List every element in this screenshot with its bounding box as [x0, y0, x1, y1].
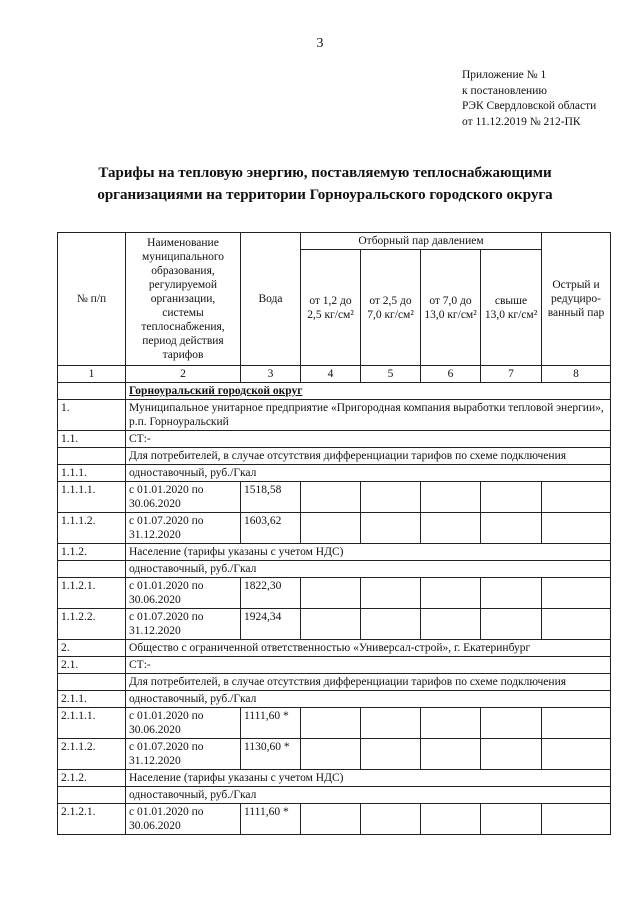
table-row: [58, 400, 611, 431]
title-line: Тарифы на тепловую энергию, поставляемую теплоснабжающими: [98, 165, 552, 181]
row-description: Муниципальное унитарное предприятие «Пригородная компания выработки тепловой энергии», р.п. Горноуральский: [126, 400, 611, 431]
empty-tariff-cell: [481, 708, 542, 739]
column-number: 6: [421, 366, 481, 383]
row-description: с 01.01.2020 по 30.06.2020: [126, 578, 241, 609]
row-number: 1.1.2.1.: [58, 578, 126, 609]
empty-tariff-cell: [481, 513, 542, 544]
empty-tariff-cell: [542, 482, 611, 513]
row-number: 2.1.: [58, 657, 126, 674]
empty-tariff-cell: [421, 609, 481, 640]
row-number: 2.: [58, 640, 126, 657]
row-description: Для потребителей, в случае отсутствия дифференциации тарифов по схеме подключения: [126, 448, 611, 465]
empty-tariff-cell: [421, 804, 481, 835]
empty-tariff-cell: [481, 804, 542, 835]
column-number: 2: [126, 366, 241, 383]
column-number: 4: [301, 366, 361, 383]
table-row: [58, 513, 611, 544]
empty-tariff-cell: [481, 739, 542, 770]
row-description: с 01.01.2020 по 30.06.2020: [126, 708, 241, 739]
empty-tariff-cell: [361, 578, 421, 609]
water-tariff-value: 1518,58: [241, 482, 301, 513]
table-row: [58, 609, 611, 640]
tariffs-table: [57, 232, 611, 835]
header-steam-group: Отборный пар давлением: [301, 233, 542, 250]
empty-tariff-cell: [361, 513, 421, 544]
row-number: [58, 674, 126, 691]
row-number: 1.: [58, 400, 126, 431]
water-tariff-value: 1130,60 *: [241, 739, 301, 770]
row-number: 1.1.1.2.: [58, 513, 126, 544]
row-description: Общество с ограниченной ответственностью «Универсал-строй», г. Екатеринбург: [126, 640, 611, 657]
row-number: 1.1.1.: [58, 465, 126, 482]
appendix-line: к постановлению: [462, 84, 547, 97]
empty-tariff-cell: [481, 482, 542, 513]
water-tariff-value: 1924,34: [241, 609, 301, 640]
empty-tariff-cell: [361, 708, 421, 739]
row-number: 2.1.1.: [58, 691, 126, 708]
page-number: 3: [316, 36, 324, 51]
row-description: одноставочный, руб./Гкал: [126, 561, 611, 578]
empty-tariff-cell: [481, 609, 542, 640]
document-title: [60, 162, 590, 206]
empty-tariff-cell: [301, 578, 361, 609]
table-row: [58, 787, 611, 804]
header-pressure-3: от 7,0 до 13,0 кг/см²: [421, 250, 481, 366]
empty-tariff-cell: [421, 708, 481, 739]
empty-tariff-cell: [301, 739, 361, 770]
row-number: [58, 561, 126, 578]
row-number: 1.1.2.: [58, 544, 126, 561]
table-row: [58, 708, 611, 739]
header-water: Вода: [241, 233, 301, 366]
row-number: 2.1.1.1.: [58, 708, 126, 739]
row-description: Население (тарифы указаны с учетом НДС): [126, 544, 611, 561]
empty-tariff-cell: [361, 609, 421, 640]
row-description: одноставочный, руб./Гкал: [126, 787, 611, 804]
empty-tariff-cell: [542, 578, 611, 609]
section-row: [58, 383, 611, 400]
table-row: [58, 657, 611, 674]
column-number: 1: [58, 366, 126, 383]
table-row: [58, 431, 611, 448]
header-pressure-4: свыше 13,0 кг/см²: [481, 250, 542, 366]
header-pressure-2: от 2,5 до 7,0 кг/см²: [361, 250, 421, 366]
appendix-line: от 11.12.2019 № 212-ПК: [462, 115, 581, 128]
row-number: 1.1.1.1.: [58, 482, 126, 513]
empty-tariff-cell: [421, 513, 481, 544]
empty-tariff-cell: [542, 804, 611, 835]
row-description: с 01.07.2020 по 31.12.2020: [126, 609, 241, 640]
appendix-line: РЭК Свердловской области: [462, 100, 597, 112]
appendix-line: Приложение № 1: [462, 69, 547, 81]
row-description: СТ:-: [126, 657, 611, 674]
table-row: [58, 691, 611, 708]
row-description: СТ:-: [126, 431, 611, 448]
table-row: [58, 739, 611, 770]
row-number: 2.1.2.: [58, 770, 126, 787]
table-row: [58, 640, 611, 657]
empty-tariff-cell: [301, 513, 361, 544]
table-row: [58, 465, 611, 482]
row-number: 1.1.: [58, 431, 126, 448]
empty-tariff-cell: [542, 609, 611, 640]
header-num: № п/п: [58, 233, 126, 366]
column-number: 3: [241, 366, 301, 383]
row-number: [58, 787, 126, 804]
row-description: одноставочный, руб./Гкал: [126, 691, 611, 708]
table-row: [58, 544, 611, 561]
table-row: [58, 578, 611, 609]
empty-tariff-cell: [301, 609, 361, 640]
section-title: Горноуральский городской округ: [126, 383, 611, 400]
row-number: [58, 448, 126, 465]
empty-tariff-cell: [542, 708, 611, 739]
row-description: с 01.01.2020 по 30.06.2020: [126, 804, 241, 835]
empty-tariff-cell: [421, 739, 481, 770]
table-row: [58, 770, 611, 787]
row-number: 1.1.2.2.: [58, 609, 126, 640]
row-description: с 01.07.2020 по 31.12.2020: [126, 739, 241, 770]
table-row: [58, 804, 611, 835]
empty-tariff-cell: [301, 708, 361, 739]
empty-tariff-cell: [361, 804, 421, 835]
column-number: 8: [542, 366, 611, 383]
empty-tariff-cell: [361, 739, 421, 770]
header-pressure-1: от 1,2 до 2,5 кг/см²: [301, 250, 361, 366]
empty-tariff-cell: [421, 578, 481, 609]
empty-tariff-cell: [481, 578, 542, 609]
column-number: 7: [481, 366, 542, 383]
row-description: с 01.01.2020 по 30.06.2020: [126, 482, 241, 513]
appendix-block: [462, 68, 596, 130]
title-line: организациями на территории Горноуральского городского округа: [97, 187, 553, 203]
water-tariff-value: 1603,62: [241, 513, 301, 544]
table-row: [58, 561, 611, 578]
water-tariff-value: 1822,30: [241, 578, 301, 609]
empty-tariff-cell: [421, 482, 481, 513]
empty-tariff-cell: [361, 482, 421, 513]
column-number: 5: [361, 366, 421, 383]
row-number: 2.1.2.1.: [58, 804, 126, 835]
row-description: Население (тарифы указаны с учетом НДС): [126, 770, 611, 787]
table-row: [58, 482, 611, 513]
column-number-row: [58, 366, 611, 383]
empty-tariff-cell: [542, 739, 611, 770]
table-row: [58, 674, 611, 691]
empty-tariff-cell: [301, 804, 361, 835]
water-tariff-value: 1111,60 *: [241, 804, 301, 835]
row-description: одноставочный, руб./Гкал: [126, 465, 611, 482]
header-name: Наименование муниципального образования, регулируемой организации, системы теплоснабжения, период действия тарифов: [126, 233, 241, 366]
water-tariff-value: 1111,60 *: [241, 708, 301, 739]
row-description: с 01.07.2020 по 31.12.2020: [126, 513, 241, 544]
row-number: 2.1.1.2.: [58, 739, 126, 770]
table-row: [58, 448, 611, 465]
empty-tariff-cell: [542, 513, 611, 544]
row-description: Для потребителей, в случае отсутствия дифференциации тарифов по схеме подключения: [126, 674, 611, 691]
empty-tariff-cell: [301, 482, 361, 513]
header-sharp-steam: Острый и редуциро-ванный пар: [542, 233, 611, 366]
